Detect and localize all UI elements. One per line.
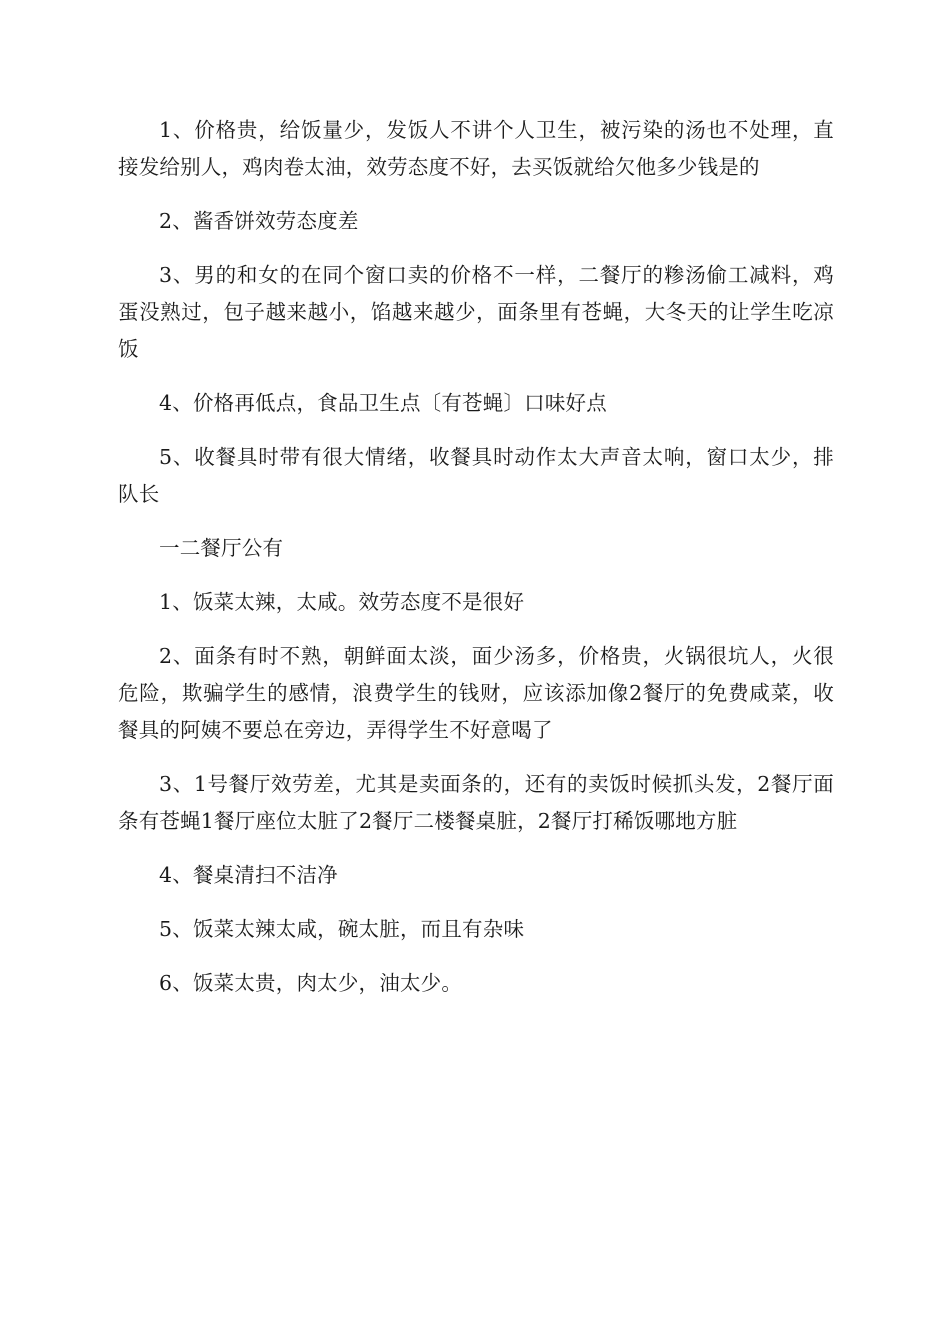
paragraph-9: 3、1号餐厅效劳差，尤其是卖面条的，还有的卖饭时候抓头发，2餐厅面条有苍蝇1餐厅座位太脏了2餐厅二楼餐桌脏，2餐厅打稀饭哪地方脏 (118, 772, 834, 833)
paragraph-1: 1、价格贵，给饭量少，发饭人不讲个人卫生，被污染的汤也不处理，直接发给别人，鸡肉卷太油，效劳态度不好，去买饭就给欠他多少钱是的 (118, 118, 834, 179)
paragraph-3: 3、男的和女的在同个窗口卖的价格不一样，二餐厅的糁汤偷工减料，鸡蛋没熟过，包子越来越小，馅越来越少，面条里有苍蝇，大冬天的让学生吃凉饭 (118, 263, 834, 361)
paragraph-11: 5、饭菜太辣太咸，碗太脏，而且有杂味 (159, 917, 525, 941)
paragraph-10: 4、餐桌清扫不洁净 (159, 863, 338, 887)
paragraph-7: 1、饭菜太辣，太咸。效劳态度不是很好 (159, 590, 525, 614)
paragraph-2: 2、酱香饼效劳态度差 (159, 209, 359, 233)
section-heading: 一二餐厅公有 (159, 536, 284, 560)
paragraph-8: 2、面条有时不熟，朝鲜面太淡，面少汤多，价格贵，火锅很坑人，火很危险，欺骗学生的感情，浪费学生的钱财，应该添加像2餐厅的免费咸菜，收餐具的阿姨不要总在旁边，弄得学生不好意喝了 (118, 644, 834, 742)
paragraph-12: 6、饭菜太贵，肉太少，油太少。 (159, 971, 463, 995)
document-body (118, 112, 834, 1019)
paragraph-4: 4、价格再低点，食品卫生点〔有苍蝇〕口味好点 (159, 391, 607, 415)
paragraph-5: 5、收餐具时带有很大情绪，收餐具时动作太大声音太响，窗口太少，排队长 (118, 445, 834, 506)
